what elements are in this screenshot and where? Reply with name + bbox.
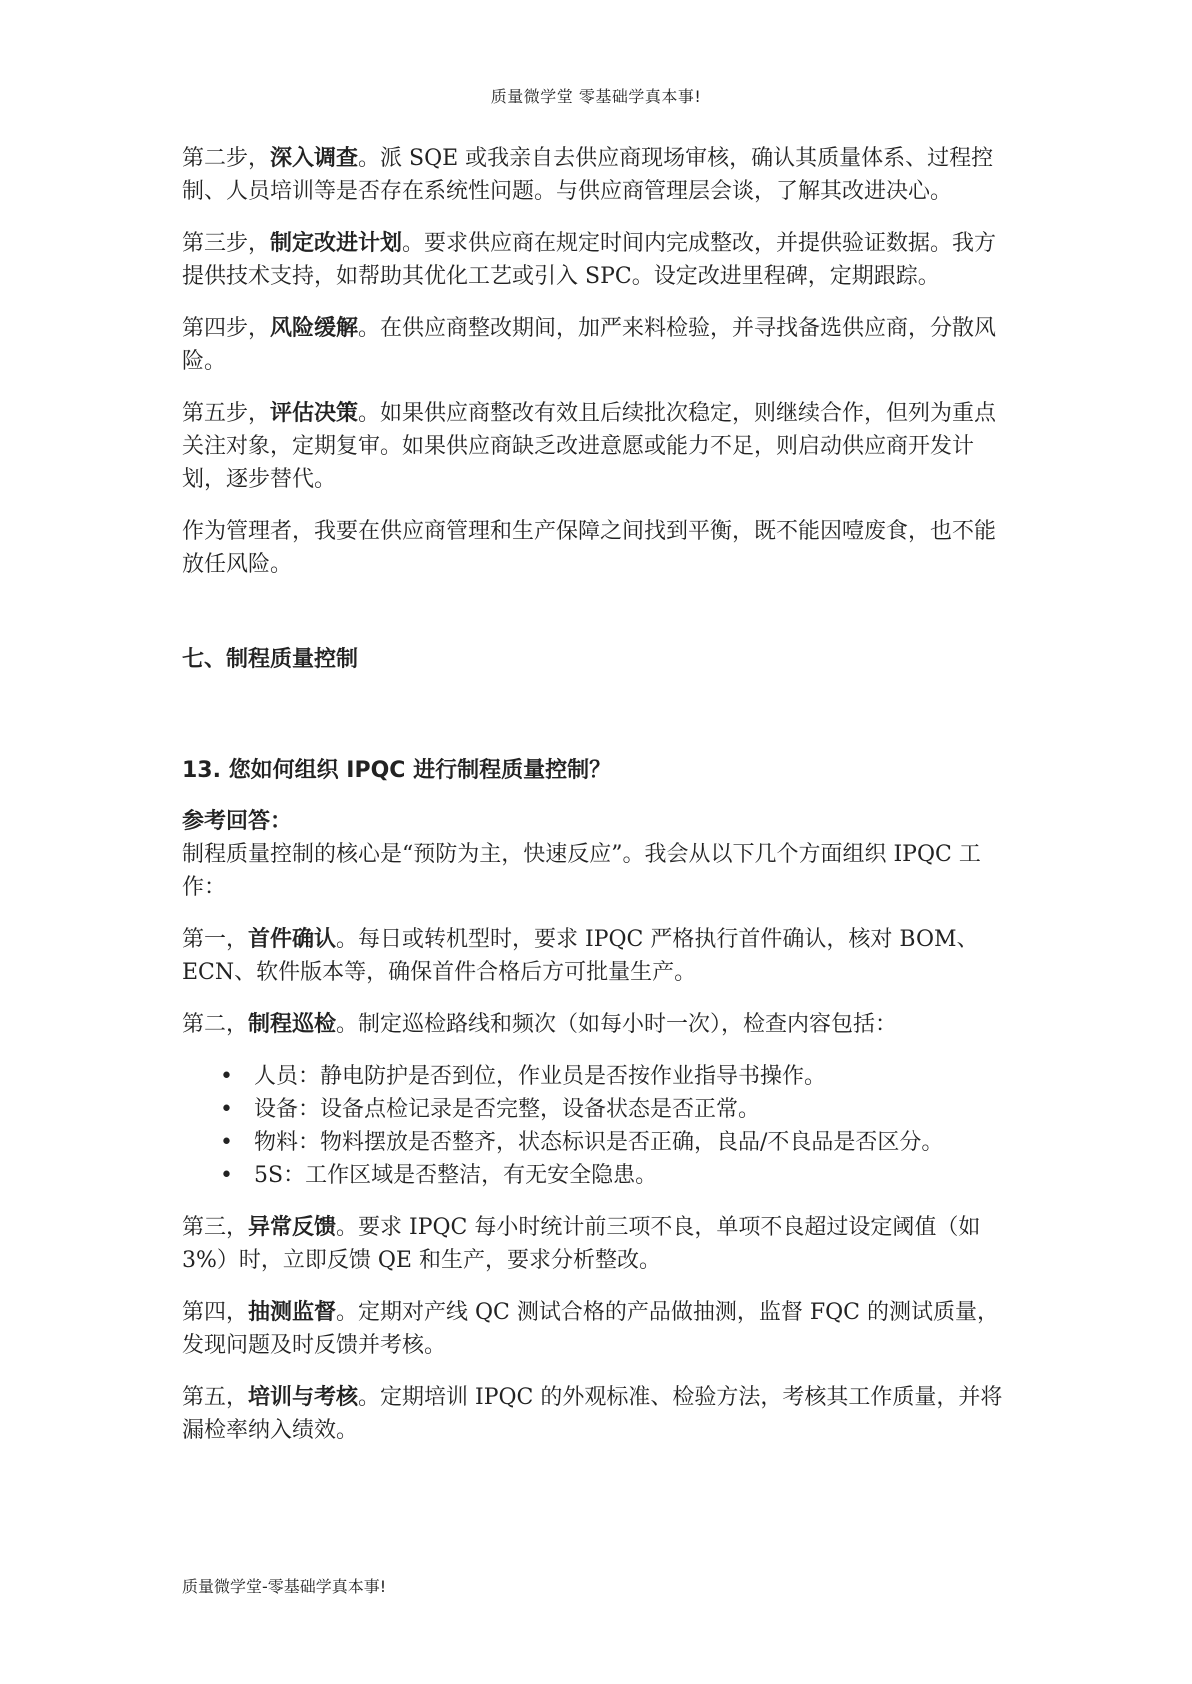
paragraph-point-3: 第三，异常反馈。要求 IPQC 每小时统计前三项不良，单项不良超过设定阈值（如 3%）时，立即反馈 QE 和生产，要求分析整改。: [182, 1215, 981, 1273]
paragraph-point-5: 第五，培训与考核。定期培训 IPQC 的外观标准、检验方法，考核其工作质量，并将漏检率纳入绩效。: [182, 1385, 1003, 1443]
point-heading: 异常反馈: [248, 1215, 337, 1240]
list-item: • 人员：静电防护是否到位，作业员是否按作业指导书操作。: [220, 1060, 1012, 1093]
list-item: • 5S：工作区域是否整洁，有无安全隐患。: [220, 1159, 1012, 1192]
bullet-icon: •: [220, 1163, 233, 1188]
point-heading: 首件确认: [248, 927, 337, 952]
point-heading: 制程巡检: [248, 1012, 337, 1037]
list-item: • 物料：物料摆放是否整齐，状态标识是否正确，良品/不良品是否区分。: [220, 1126, 1012, 1159]
inspection-list: [182, 1060, 1012, 1192]
paragraph-step-5: 第五步，评估决策。如果供应商整改有效且后续批次稳定，则继续合作，但列为重点关注对象，定期复审。如果供应商缺乏改进意愿或能力不足，则启动供应商开发计划，逐步替代。: [182, 401, 997, 492]
step-heading: 制定改进计划: [270, 231, 403, 256]
bullet-icon: •: [220, 1130, 233, 1155]
paragraph-point-2: 第二，制程巡检。制定巡检路线和频次（如每小时一次），检查内容包括：: [182, 1012, 898, 1037]
document-body: [182, 142, 1012, 1466]
answer-label: 参考回答：: [182, 809, 293, 834]
page-footer: 质量微学堂-零基础学真本事!: [182, 1577, 387, 1596]
paragraph-point-4: 第四，抽测监督。定期对产线 QC 测试合格的产品做抽测，监督 FQC 的测试质量，发现问题及时反馈并考核。: [182, 1300, 1000, 1358]
paragraph-step-2: 第二步，深入调查。派 SQE 或我亲自去供应商现场审核，确认其质量体系、过程控制、人员培训等是否存在系统性问题。与供应商管理层会谈，了解其改进决心。: [182, 146, 994, 204]
page-header: 质量微学堂 零基础学真本事!: [490, 87, 702, 106]
point-heading: 抽测监督: [248, 1300, 337, 1325]
closing-paragraph: 作为管理者，我要在供应商管理和生产保障之间找到平衡，既不能因噎废食，也不能放任风险。: [182, 519, 997, 577]
section-title: 七、制程质量控制: [182, 647, 359, 672]
paragraph-step-4: 第四步，风险缓解。在供应商整改期间，加严来料检验，并寻找备选供应商，分散风险。: [182, 316, 997, 374]
point-heading: 培训与考核: [248, 1385, 359, 1410]
list-item: • 设备：设备点检记录是否完整，设备状态是否正常。: [220, 1093, 1012, 1126]
step-heading: 深入调查: [270, 146, 359, 171]
bullet-icon: •: [220, 1097, 233, 1122]
answer-intro: 制程质量控制的核心是“预防为主，快速反应”。我会从以下几个方面组织 IPQC 工作：: [182, 842, 981, 900]
paragraph-step-3: 第三步，制定改进计划。要求供应商在规定时间内完成整改，并提供验证数据。我方提供技术支持，如帮助其优化工艺或引入 SPC。设定改进里程碑，定期跟踪。: [182, 231, 997, 289]
paragraph-point-1: 第一，首件确认。每日或转机型时，要求 IPQC 严格执行首件确认，核对 BOM、ECN、软件版本等，确保首件合格后方可批量生产。: [182, 927, 979, 985]
bullet-icon: •: [220, 1064, 233, 1089]
question-heading: 13. 您如何组织 IPQC 进行制程质量控制？: [182, 758, 612, 783]
step-heading: 评估决策: [270, 401, 359, 426]
step-heading: 风险缓解: [270, 316, 359, 341]
